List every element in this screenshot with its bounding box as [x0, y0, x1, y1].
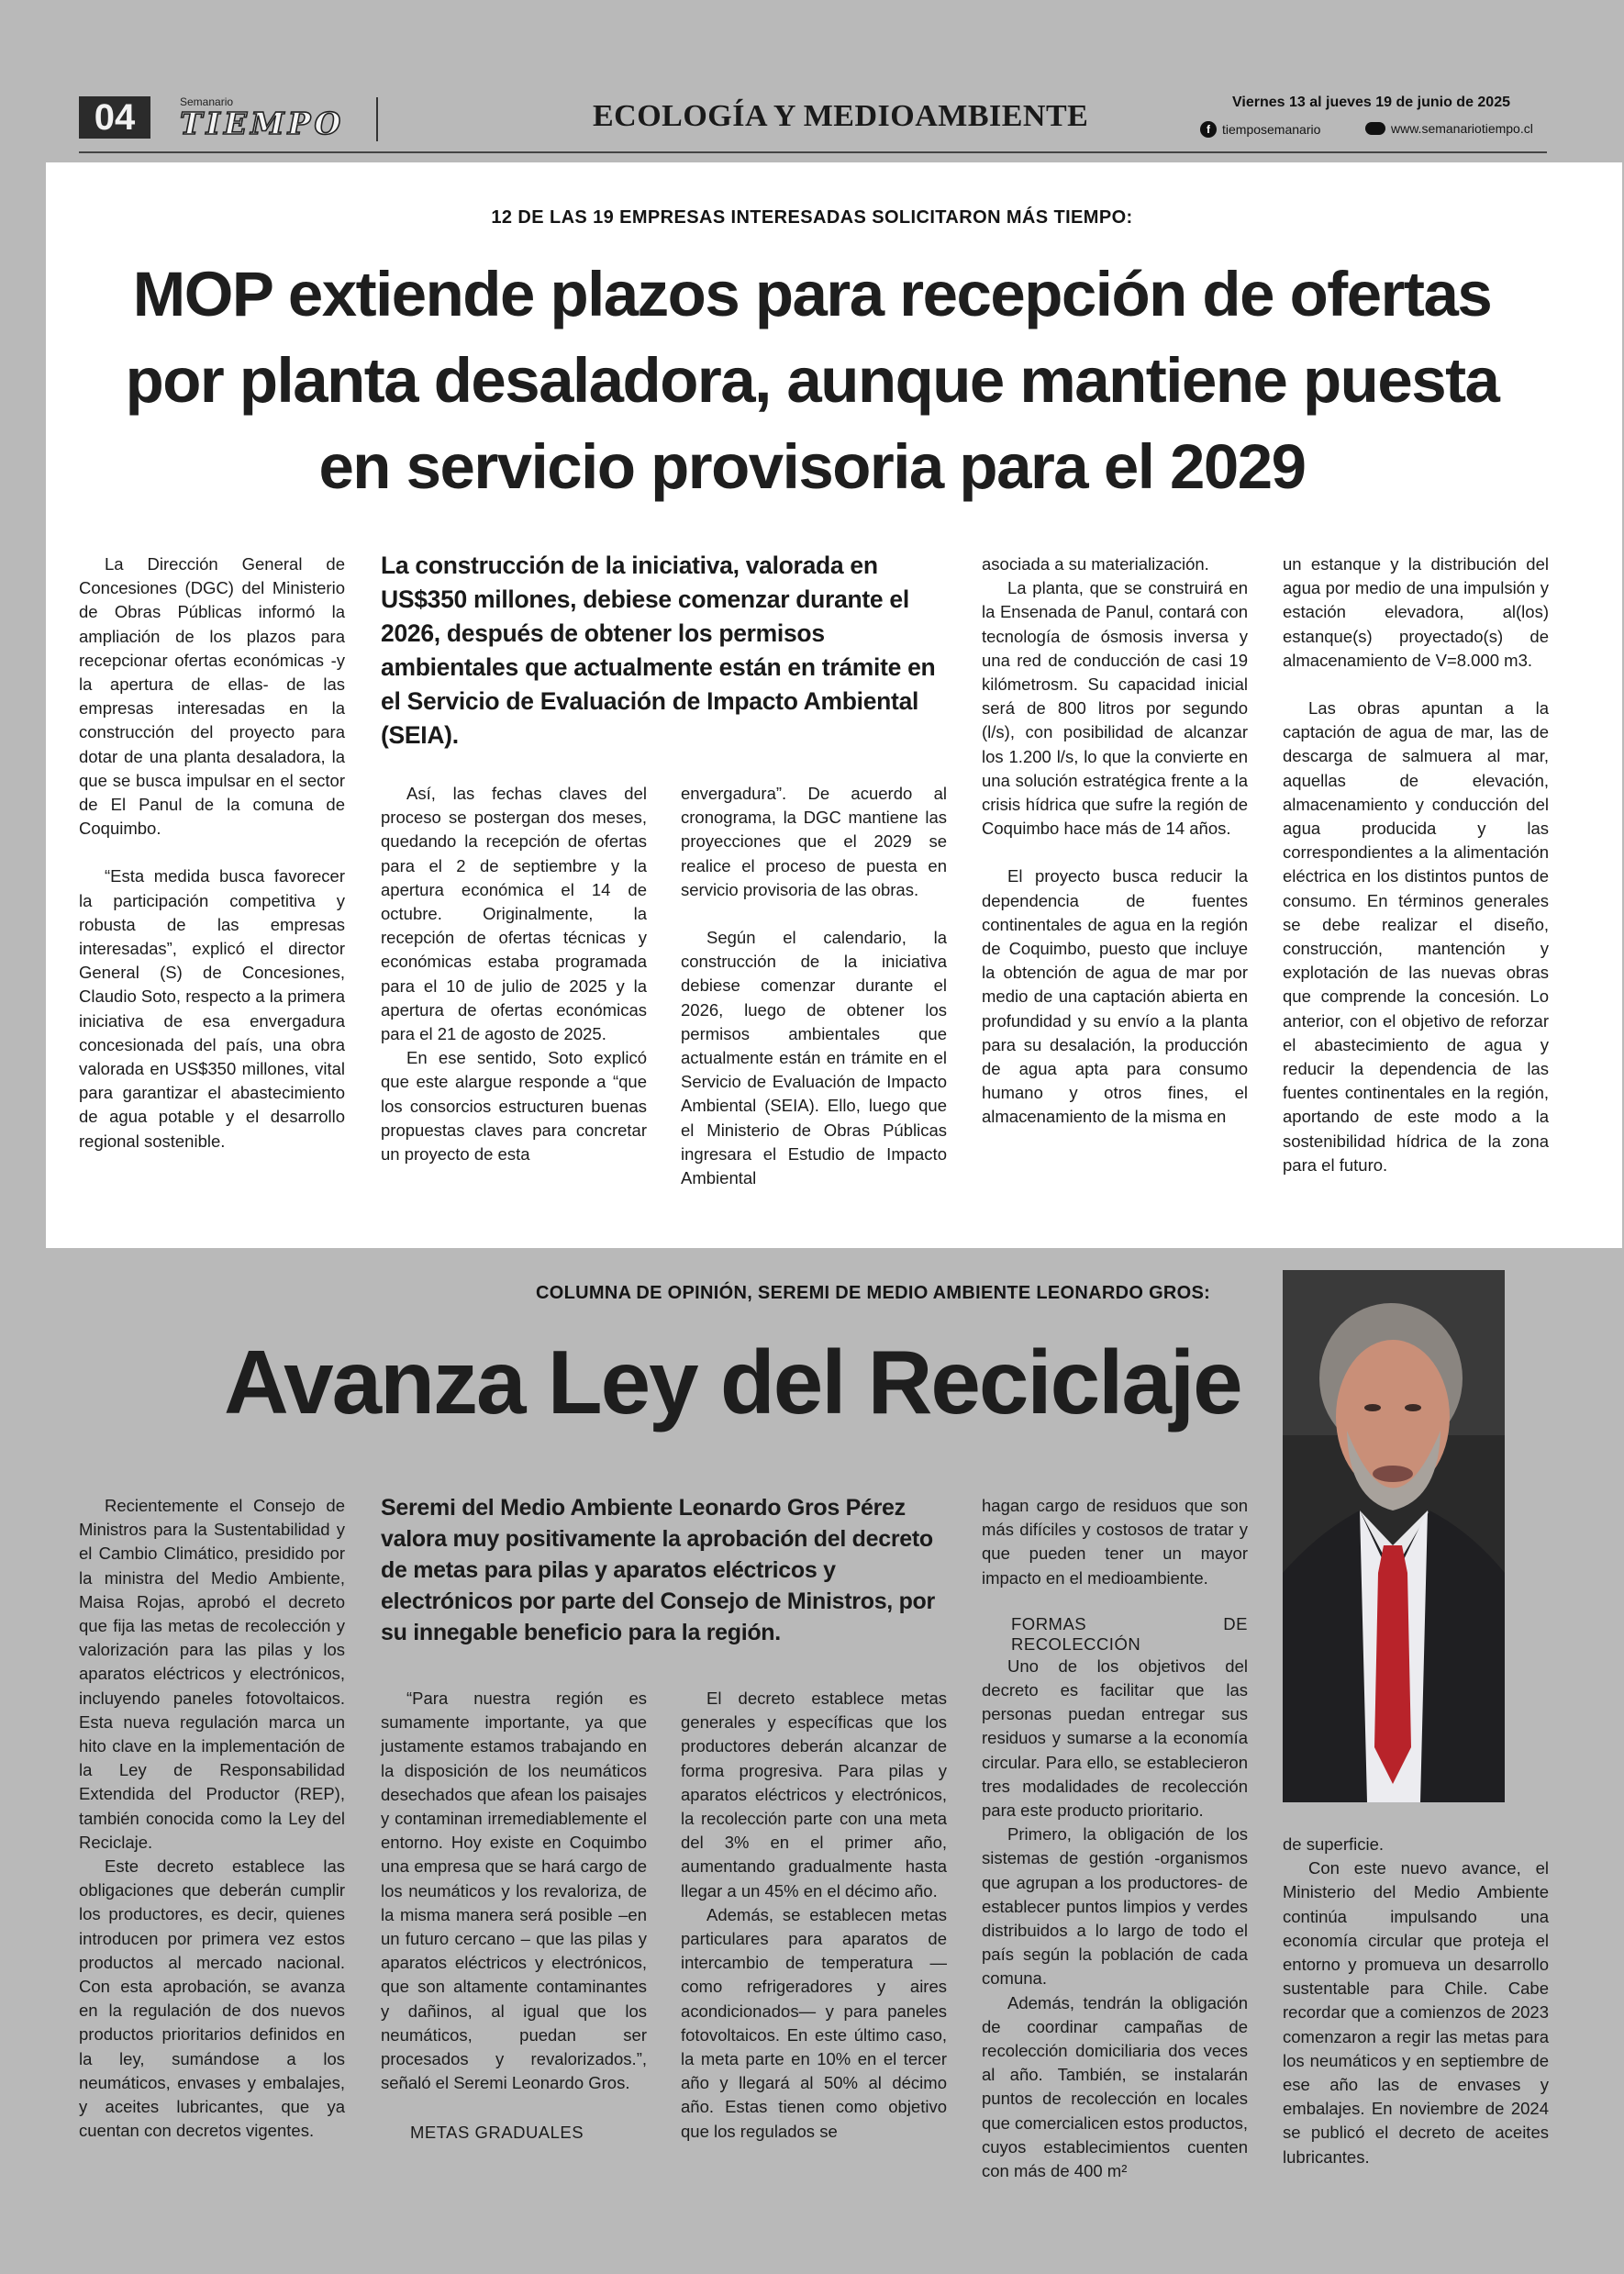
paragraph: Así, las fechas claves del proceso se postergan dos meses, quedando la recepción de ofertas para el 2 de septiembre y la apertura económica el 14 de octubre. Originalmente, la recepción de ofertas técnicas y económicas estaba programada para el 10 de julio de 2025 y la apertura de ofertas económicas para el 21 de agosto de 2025. — [381, 784, 647, 1044]
article-2-column-2 — [381, 1687, 647, 2143]
paragraph: Según el calendario, la construcción de la iniciativa debiese comenzar durante el 2026, luego de obtener los permisos ambientales que actualmente están en trámite en el Servicio de Evaluación de Impacto Ambiental (SEIA). Ello, luego que el Ministerio de Obras Públicas ingresara el Estudio de Impacto Ambiental — [681, 928, 947, 1188]
article-1-lead: La construcción de la iniciativa, valorada en US$350 millones, debiese comenzar durante el 2026, después de obtener los permisos ambientales que actualmente están en trámite en el Servicio de Evaluación de Impacto Ambiental (SEIA). — [381, 552, 936, 749]
paragraph: Además, se establecen metas particulares para aparatos de intercambio de temperatura —como refrigeradores y aires acondicionados— y para paneles fotovoltaicos. En este último caso, la meta parte en 10% en el tercer año y llegará al 50% al décimo año. Estas tienen como objetivo que los regulados se — [681, 1904, 947, 2141]
paragraph: La Dirección General de Concesiones (DGC) del Ministerio de Obras Públicas informó la ampliación de los plazos para recepcionar ofertas económicas -y la apertura de ellas- de las empresas interesadas en la construcción del proyecto para dotar de una planta desaladora, la que se busca impulsar en el sector de El Panul de la comuna de Coquimbo. — [79, 554, 345, 839]
portrait-illustration — [1283, 1270, 1505, 1802]
article-1-column-1 — [79, 552, 345, 1154]
website-link — [1365, 121, 1533, 136]
article-2-column-1 — [79, 1494, 345, 2143]
brand-name: TIEMPO — [180, 106, 345, 141]
article-1-column-4 — [982, 552, 1248, 1130]
header-rule — [79, 151, 1547, 153]
paragraph: asociada a su materialización. — [982, 554, 1209, 574]
masthead-logo — [180, 95, 376, 141]
paragraph: “Esta medida busca favorecer la participación competitiva y robusta de las empresas interesadas”, explicó el director General (S) de Concesiones, Claudio Soto, respecto a la primera iniciativa de esa envergadura concesionada del país, una obra valorada en US$350 millones, vital para garantizar el abastecimiento de agua potable y el desarrollo regional sostenible. — [79, 866, 345, 1151]
section-title: ECOLOGÍA Y MEDIOAMBIENTE — [593, 99, 1089, 133]
paragraph: Recientemente el Consejo de Ministros para la Sustentabilidad y el Cambio Climático, presidido por la ministra del Medio Ambiente, Maisa Rojas, aprobó el decreto que fija las metas de recolección y valorización para las pilas y los aparatos eléctricos y electrónicos, incluyendo paneles fotovoltaicos. Esta nueva regulación marca un hito clave en la implementación de la Ley de Responsabilidad Extendida del Productor (REP), también conocida como la Ley del Reciclaje. — [79, 1496, 345, 1852]
author-photo — [1283, 1270, 1505, 1802]
paragraph: Primero, la obligación de los sistemas de gestión -organismos que agrupan a los productores- de establecer puntos limpios y verdes distribuidos a lo largo de todo el país según la población de cada comuna. — [982, 1824, 1248, 1989]
paragraph: El decreto establece metas generales y específicas que los productores deberán alcanzar de forma progresiva. Para pilas y aparatos eléctricos y electrónicos, la recolección parte con una meta del 3% en el primer año, aumentando gradualmente hasta llegar a un 45% en el décimo año. — [681, 1689, 947, 1901]
article-2-column-3 — [681, 1687, 947, 2144]
paragraph: Este decreto establece las obligaciones que deberán cumplir los productores, es decir, quienes introducen por primera vez estos productos al mercado nacional. Con esta aprobación, se avanza en la regulación de dos nuevos productos prioritarios definidos en la ley, sumándose a los neumáticos, envases y embalajes, y aceites lubricantes, que ya cuentan con decretos vigentes. — [79, 1856, 345, 2141]
issue-dates: Viernes 13 al jueves 19 de junio de 2025 — [1232, 95, 1510, 110]
web-icon — [1365, 122, 1385, 135]
paragraph: El proyecto busca reducir la dependencia de fuentes continentales de agua en la región de Coquimbo, puesto que incluye la obtención de agua de mar por medio de una captación abierta en profundidad y su envío a la planta para su desalación, la producción de agua apta para consumo humano y otros fines, el almacenamiento de la misma en — [982, 866, 1248, 1127]
article-1-column-3 — [681, 782, 947, 1190]
paragraph: de superficie. — [1283, 1834, 1385, 1854]
article-1-column-5 — [1283, 552, 1549, 1177]
paragraph: envergadura”. De acuerdo al cronograma, la DGC mantiene las proyecciones que el 2029 se realice el proceso de puesta en servicio provisoria de las obras. — [681, 784, 947, 899]
article-1-column-2 — [381, 782, 647, 1166]
paragraph: La planta, que se construirá en la Ensenada de Panul, contará con tecnología de ósmosis inversa y una red de conducción de casi 19 kilómetrosm. Su capacidad inicial será de 800 litros por segundo (l/s), con posibilidad de alcanzar los 1.200 l/s, lo que la convierte en una solución estratégica frente a la crisis hídrica que sufre la región de Coquimbo hace más de 14 años. — [982, 578, 1248, 839]
paragraph: Uno de los objetivos del decreto es facilitar que las personas puedan entregar sus residuos y sumarse a la economía circular. Para ello, se establecieron tres modalidades de recolección para este producto prioritario. — [982, 1655, 1248, 1821]
paragraph: Las obras apuntan a la captación de agua de mar, las de descarga de salmuera al mar, aquellas de elevación, almacenamiento y conducción del agua producida y las correspondientes a la alimentación eléctrica en los distintos puntos de consumo. En términos generales se debe realizar el diseño, construcción, mantención y explotación de las nuevas obras que comprende la concesión. Lo anterior, con el objetivo de reforzar el abastecimiento de agua y reducir la dependencia de las fuentes continentales en la región, aportando de este modo a la sostenibilidad hídrica de la zona para el futuro. — [1283, 698, 1549, 1175]
header-divider — [376, 97, 378, 141]
paragraph: “Para nuestra región es sumamente importante, ya que justamente estamos trabajando en la disposición de los neumáticos desechados que afean los paisajes y contaminan irremediablemente el entorno. Hoy existe en Coquimbo una empresa que se hará cargo de los neumáticos y los revaloriza, de la misma manera será posible –en un futuro cercano – que las pilas y aparatos eléctricos y electrónicos, que son altamente contaminantes y dañinos, al igual que los neumáticos, puedan ser procesados y revalorizados.”, señaló el Seremi Leonardo Gros. — [381, 1689, 647, 2093]
article-2-column-4 — [982, 1494, 1248, 2183]
paragraph: En ese sentido, Soto explicó que este alargue responde a “que los consorcios estructuren buenas propuestas claves para concretar un proyecto de esta — [381, 1048, 647, 1165]
social-handle-text: tiemposemanario — [1222, 122, 1321, 137]
subhead-metas-graduales: METAS GRADUALES — [410, 2123, 584, 2143]
article-2-lead: Seremi del Medio Ambiente Leonardo Gros Pérez valora muy positivamente la aprobación del decreto de metas para pilas y aparatos eléctricos y electrónicos por parte del Consejo de Ministros, por su innegable beneficio para la región. — [381, 1495, 935, 1645]
paragraph: hagan cargo de residuos que son más difíciles y costosos de tratar y que pueden tener un mayor impacto en el medioambiente. — [982, 1496, 1248, 1588]
brand-small-label: Semanario — [180, 95, 234, 108]
article-1-headline: MOP extiende plazos para recepción de ofertas por planta desaladora, aunque mantiene puesta en servicio provisoria para el 2029 — [125, 259, 1499, 502]
website-text: www.semanariotiempo.cl — [1391, 121, 1533, 136]
paragraph: Con este nuevo avance, el Ministerio del Medio Ambiente continúa impulsando una economía circular que proteja el entorno y promueva un desarrollo sustentable para Chile. Cabe recordar que a comienzos de 2023 comenzaron a regir las metas para los neumáticos y en septiembre de ese año las de envases y embalajes. En noviembre de 2024 se publicó el decreto de aceites lubricantes. — [1283, 1858, 1549, 2167]
article-1-kicker: 12 DE LAS 19 EMPRESAS INTERESADAS SOLICITARON MÁS TIEMPO: — [491, 207, 1133, 228]
social-handle — [1200, 121, 1320, 138]
paragraph: un estanque y la distribución del agua por medio de una impulsión y estación elevadora, al(los) estanque(s) proyectado(s) de almacenamiento de V=8.000 m3. — [1283, 554, 1549, 670]
paragraph: Además, tendrán la obligación de coordinar campañas de recolección domiciliaria dos veces al año. También, se instalarán puntos de recolección en locales que comercialicen estos productos, cuyos establecimientos cuenten con más de 400 m² — [982, 1992, 1248, 2181]
facebook-icon: f — [1200, 121, 1217, 138]
article-2-kicker: COLUMNA DE OPINIÓN, SEREMI DE MEDIO AMBIENTE LEONARDO GROS: — [536, 1283, 1211, 1303]
page-number: 04 — [79, 96, 150, 139]
article-2-column-5 — [1283, 1833, 1549, 2169]
article-2-headline: Avanza Ley del Reciclaje — [224, 1332, 1241, 1432]
subhead-formas-de-recoleccion: FORMAS DE RECOLECCIÓN — [1011, 1613, 1248, 1654]
